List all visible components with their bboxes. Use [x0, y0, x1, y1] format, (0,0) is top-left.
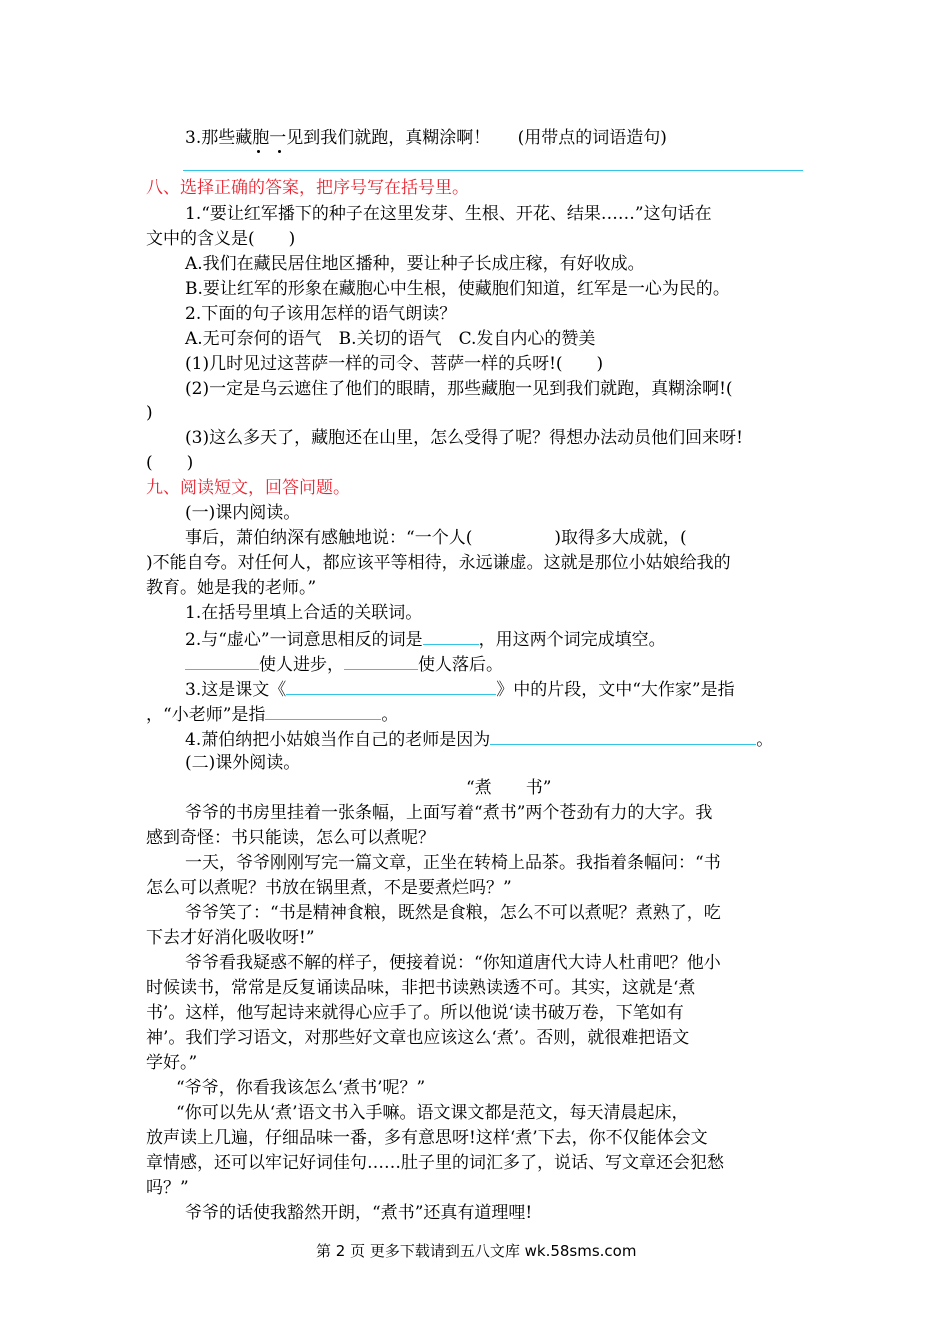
s9-q3-line2 — [146, 702, 398, 726]
s9-q4 — [185, 727, 773, 751]
answer-blank[interactable] — [185, 652, 259, 670]
passage-2-line: 书’。这样，他写起诗来就得心应手了。所以他说‘读书破万卷，下笔如有 — [146, 1003, 684, 1023]
s8-q2-item-1: (1)几时见过这菩萨一样的司令、菩萨一样的兵呀!( ) — [185, 354, 604, 374]
section-9-heading: 九、阅读短文，回答问题。 — [146, 478, 350, 498]
answer-blank[interactable] — [286, 677, 496, 695]
emphasis-dot — [257, 150, 260, 153]
answer-blank[interactable] — [423, 627, 479, 645]
passage-2-line: “爷爷，你看我该怎么‘煮书’呢？” — [176, 1078, 426, 1098]
question-text: 3.这是课文《 — [185, 680, 287, 700]
s8-q2-item-2-end: ) — [146, 403, 153, 423]
passage-2-line: 爷爷看我疑惑不解的样子，便接着说：“你知道唐代大诗人杜甫吧？他小 — [185, 953, 721, 973]
s8-q2-item-2: (2)一定是乌云遮住了他们的眼睛，那些藏胞一见到我们就跑，真糊涂啊!( — [185, 379, 733, 399]
question-text: 。 — [381, 705, 399, 725]
passage-2-line: 神’。我们学习语文，对那些好文章也应该这么‘煮’。否则，就很难把语文 — [146, 1028, 690, 1048]
question-text: 。 — [756, 730, 774, 750]
passage-1-line1 — [185, 527, 687, 549]
section-8-heading: 八、选择正确的答案，把序号写在括号里。 — [146, 178, 469, 198]
passage-2-line: 一天，爷爷刚刚写完一篇文章，正坐在转椅上品茶。我指着条幅问：“书 — [185, 853, 721, 873]
passage-2-line: 吗？” — [146, 1178, 189, 1198]
answer-blank[interactable] — [490, 727, 756, 745]
s9-q2-fill — [185, 652, 503, 676]
question-text: ，用这两个词完成填空。 — [478, 630, 666, 650]
question-text: ，“小老师”是指 — [146, 705, 266, 725]
passage-2-line: 下去才好消化吸收呀!” — [146, 928, 315, 948]
s9-q1: 1.在括号里填上合适的关联词。 — [185, 603, 423, 623]
question-text: 3.那些藏胞一见到我们就跑，真糊涂啊！ — [185, 128, 491, 148]
question-text: 使人进步， — [259, 655, 344, 675]
passage-text: 事后，萧伯纳深有感触地说：“一个人( — [185, 528, 473, 548]
s8-q2-item-3-end: ( ) — [146, 453, 194, 473]
passage-2-line: 章情感，还可以牢记好词佳句……肚子里的词汇多了，说话、写文章还会犯愁 — [146, 1153, 724, 1173]
question-text: 4.萧伯纳把小姑娘当作自己的老师是因为 — [185, 730, 491, 750]
passage-2-line: “你可以先从‘煮’语文书入手嘛。语文课文都是范文，每天清晨起床， — [176, 1103, 689, 1123]
page-footer: 第 2 页 更多下载请到五八文库 wk.58sms.com — [316, 1242, 637, 1260]
passage-2-line: 学好。” — [146, 1053, 198, 1073]
s8-q2-item-3: (3)这么多天了，藏胞还在山里，怎么受得了呢？得想办法动员他们回来呀! — [185, 428, 743, 448]
s8-q1-line2: 文中的含义是( ) — [146, 229, 296, 249]
answer-blank[interactable] — [265, 702, 381, 720]
s9-q3 — [185, 677, 735, 701]
s8-q2-options: A.无可奈何的语气 B.关切的语气 C.发自内心的赞美 — [185, 329, 596, 349]
s8-q1-option-a: A.我们在藏民居住地区播种，要让种子长成庄稼，有好收成。 — [185, 254, 645, 274]
answer-line[interactable] — [183, 170, 803, 171]
question-text: 2.与“虚心”一词意思相反的词是 — [185, 630, 423, 650]
question-hint: (用带点的词语造句) — [517, 128, 667, 148]
passage-2-line: 时候读书，常常是反复诵读品味，非把书读熟读透不可。其实，这就是‘煮 — [146, 978, 696, 998]
s9-q2 — [185, 627, 666, 651]
question-text: 》中的片段，文中“大作家”是指 — [496, 680, 735, 700]
answer-blank[interactable] — [344, 652, 418, 670]
s8-q1-line1: 1.“要让红军播下的种子在这里发芽、生根、开花、结果……”这句话在 — [185, 204, 712, 224]
s8-q1-option-b: B.要让红军的形象在藏胞心中生根，使藏胞们知道，红军是一心为民的。 — [185, 279, 730, 299]
passage-1-line3: 教育。她是我的老师。” — [146, 578, 317, 598]
passage-2-line: 爷爷的书房里挂着一张条幅，上面写着“煮书”两个苍劲有力的大字。我 — [185, 803, 713, 823]
s8-q2: 2.下面的句子该用怎样的语气朗读？ — [185, 304, 457, 324]
passage-2-title: “煮 书” — [466, 778, 552, 798]
passage-2-line: 放声读上几遍，仔细品味一番，多有意思呀!这样‘煮’下去，你不仅能体会文 — [146, 1128, 708, 1148]
passage-2-line: 怎么可以煮呢？书放在锅里煮，不是要煮烂吗？” — [146, 878, 512, 898]
passage-2-line: 感到奇怪：书只能读，怎么可以煮呢？ — [146, 828, 435, 848]
question-text: 使人落后。 — [418, 655, 503, 675]
emphasis-dot — [278, 150, 281, 153]
part-2-label: (二)课外阅读。 — [185, 753, 301, 773]
passage-2-line: 爷爷的话使我豁然开朗，“煮书”还真有道理哩! — [185, 1203, 533, 1223]
passage-1-line2: )不能自夸。对任何人，都应该平等相待，永远谦虚。这就是那位小姑娘给我的 — [146, 553, 731, 573]
passage-2-line: 爷爷笑了：“书是精神食粮，既然是食粮，怎么不可以煮呢？煮熟了，吃 — [185, 903, 721, 923]
passage-text: )取得多大成就，( — [554, 528, 687, 548]
question-7-3 — [185, 127, 667, 149]
part-1-label: (一)课内阅读。 — [185, 503, 301, 523]
